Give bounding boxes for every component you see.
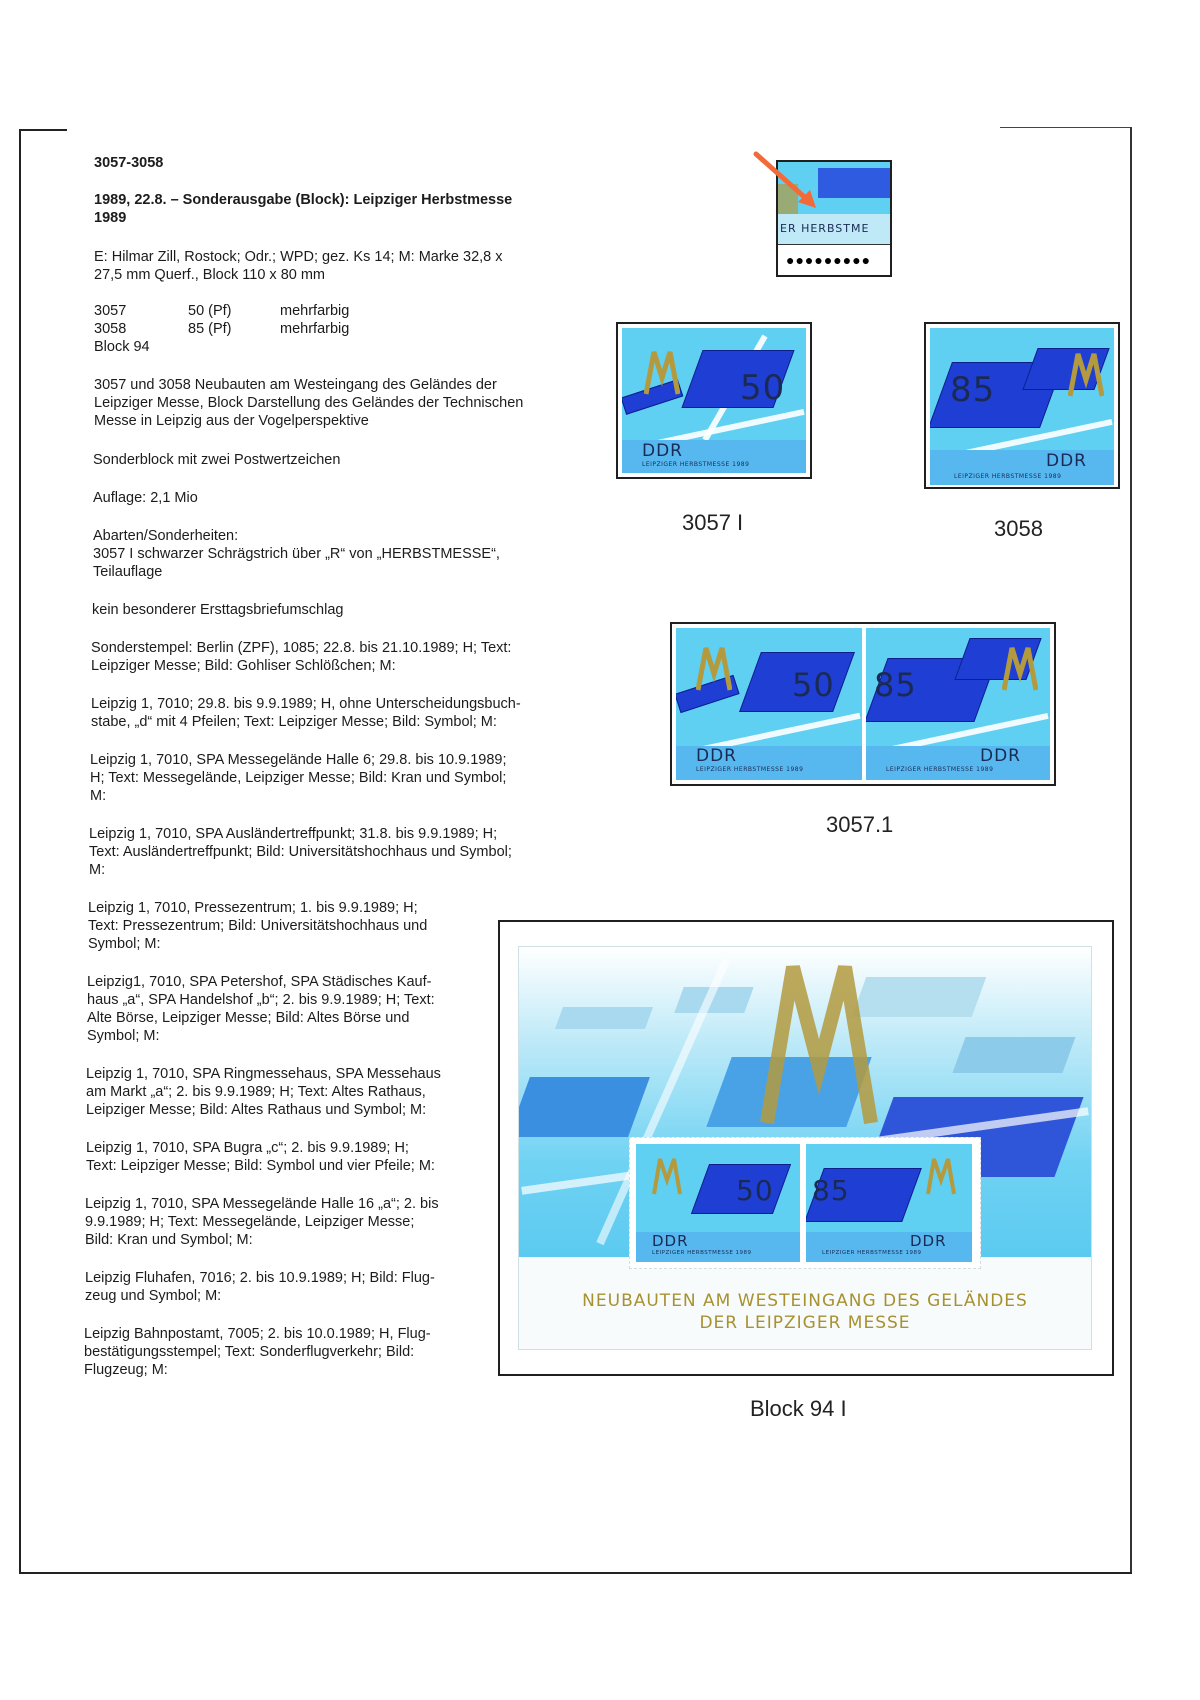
caption-3058: 3058 <box>994 516 1043 541</box>
stamp-fair-text: LEIPZIGER HERBSTMESSE 1989 <box>954 473 1062 480</box>
stempel-11-line3: Flugzeug; M: <box>84 1362 168 1378</box>
block-stamp-area <box>629 1137 981 1269</box>
stempel-7-line3: Leipziger Messe; Bild: Altes Rathaus und Symbol; M: <box>86 1102 427 1118</box>
stempel-3-line2: H; Text: Messegelände, Leipziger Messe; Bild: Kran und Symbol; <box>90 770 507 786</box>
block-sheet <box>518 946 1092 1350</box>
stempel-9-line1: Leipzig 1, 7010, SPA Messegelände Halle 16 „a“; 2. bis <box>85 1196 439 1212</box>
stempel-8-line1: Leipzig 1, 7010, SPA Bugra „c“; 2. bis 9.9.1989; H; <box>86 1140 409 1156</box>
leipzig-mm-symbol <box>652 1156 682 1196</box>
stempel-1-line1: Sonderstempel: Berlin (ZPF), 1085; 22.8. bis 21.10.1989; H; Text: <box>91 640 512 656</box>
auflage: Auflage: 2,1 Mio <box>93 490 198 506</box>
caption-pair: 3057.1 <box>826 812 894 837</box>
stempel-6-line1: Leipzig1, 7010, SPA Petershof, SPA Städisches Kauf- <box>87 974 432 990</box>
stempel-5-line3: Symbol; M: <box>88 936 161 952</box>
detail-divider <box>778 244 890 245</box>
stamp-value: 50 <box>792 666 835 704</box>
stempel-3-line3: M: <box>90 788 107 804</box>
stempel-9-line2: 9.9.1989; H; Text: Messegelände, Leipziger Messe; <box>85 1214 415 1230</box>
page-frame-bottom <box>19 1572 1132 1574</box>
issue-code: 3058 <box>94 321 127 337</box>
sonderblock-note: Sonderblock mit zwei Postwertzeichen <box>93 452 341 468</box>
issue-code: 3057 <box>94 303 127 319</box>
stamp-fair-text: LEIPZIGER HERBSTMESSE 1989 <box>652 1250 752 1256</box>
stamp-value: 85 <box>874 666 917 704</box>
ersttag-note: kein besonderer Ersttagsbriefumschlag <box>92 602 344 618</box>
scene-building <box>519 1077 650 1137</box>
designer-line1: E: Hilmar Zill, Rostock; Odr.; WPD; gez. Ks 14; M: Marke 32,8 x <box>94 249 503 265</box>
block-stamp-50 <box>636 1144 800 1262</box>
stamp-bottom-band <box>866 746 1050 780</box>
stamp-country: DDR <box>980 746 1021 766</box>
stamp-bottom-band <box>806 1232 972 1262</box>
abarten-line2: Teilauflage <box>93 564 163 580</box>
stempel-2-line2: stabe, „d“ mit 4 Pfeilen; Text: Leipziger Messe; Bild: Symbol; M: <box>91 714 497 730</box>
leipzig-mm-symbol <box>696 644 732 692</box>
page-frame-top-right <box>1000 127 1132 128</box>
description-line1: 3057 und 3058 Neubauten am Westeingang des Geländes der <box>94 377 497 393</box>
stamp-3058 <box>930 328 1114 485</box>
pair-stamp-50 <box>676 628 862 780</box>
stamp-fair-text: LEIPZIGER HERBSTMESSE 1989 <box>696 766 804 773</box>
description-line2: Leipziger Messe, Block Darstellung des Geländes der Technischen <box>94 395 524 411</box>
stempel-2-line1: Leipzig 1, 7010; 29.8. bis 9.9.1989; H, ohne Unterscheidungsbuch- <box>91 696 521 712</box>
abarten-heading: Abarten/Sonderheiten: <box>93 528 239 544</box>
pair-stamp-85 <box>866 628 1050 780</box>
block-94-frame <box>498 920 1114 1376</box>
leipzig-mm-symbol <box>644 348 680 396</box>
block-stamp-85 <box>806 1144 972 1262</box>
stempel-11-line1: Leipzig Bahnpostamt, 7005; 2. bis 10.0.1989; H, Flug- <box>84 1326 431 1342</box>
stamp-pair-frame <box>670 622 1056 786</box>
stamp-fair-text: LEIPZIGER HERBSTMESSE 1989 <box>822 1250 922 1256</box>
issue-row-3057 <box>94 302 494 321</box>
caption-3057-I: 3057 I <box>682 510 744 535</box>
caption-block: Block 94 I <box>750 1396 847 1421</box>
stamp-country: DDR <box>696 746 737 766</box>
stamp-fair-text: LEIPZIGER HERBSTMESSE 1989 <box>642 461 750 468</box>
issue-value: 50 (Pf) <box>188 303 232 319</box>
detail-building <box>818 168 890 198</box>
stamp-country: DDR <box>642 441 683 461</box>
block-mm-symbol <box>759 957 879 1127</box>
detail-perforation: ●●●●●●●●● <box>786 252 872 268</box>
stamp-fair-text: LEIPZIGER HERBSTMESSE 1989 <box>886 766 994 773</box>
stamp-value: 85 <box>812 1174 850 1207</box>
issue-code: Block 94 <box>94 339 150 355</box>
stamp-3057-I <box>622 328 806 473</box>
leipzig-mm-symbol <box>1002 644 1038 692</box>
stamp-value: 50 <box>736 1174 774 1207</box>
stempel-5-line1: Leipzig 1, 7010, Pressezentrum; 1. bis 9.9.1989; H; <box>88 900 418 916</box>
issue-value: 85 (Pf) <box>188 321 232 337</box>
stempel-7-line1: Leipzig 1, 7010, SPA Ringmessehaus, SPA Messehaus <box>86 1066 441 1082</box>
page-frame-top-left <box>19 129 67 131</box>
issue-row-block <box>94 338 494 357</box>
page-frame-left <box>19 129 21 1574</box>
stempel-6-line4: Symbol; M: <box>87 1028 160 1044</box>
stamp-country: DDR <box>910 1232 947 1250</box>
leipzig-mm-symbol <box>926 1156 956 1196</box>
block-inscription-line1: NEUBAUTEN AM WESTEINGANG DES GELÄNDES <box>582 1291 1028 1311</box>
stempel-4-line1: Leipzig 1, 7010, SPA Ausländertreffpunkt; 31.8. bis 9.9.1989; H; <box>89 826 498 842</box>
issue-color: mehrfarbig <box>280 321 350 337</box>
issue-title-line1: 1989, 22.8. – Sonderausgabe (Block): Leipziger Herbstmesse <box>94 192 513 208</box>
stamp-value: 85 <box>950 370 996 410</box>
issue-title-line2: 1989 <box>94 210 127 226</box>
stempel-7-line2: am Markt „a“; 2. bis 9.9.1989; H; Text: Altes Rathaus, <box>86 1084 426 1100</box>
stamp-3057-I-frame <box>616 322 812 479</box>
page-frame-right <box>1130 127 1132 1574</box>
stempel-10-line2: zeug und Symbol; M: <box>85 1288 222 1304</box>
scene-building <box>555 1007 653 1029</box>
scene-building <box>952 1037 1075 1073</box>
detail-text: ER HERBSTME <box>780 222 870 235</box>
stamp-country: DDR <box>652 1232 689 1250</box>
stempel-4-line2: Text: Ausländertreffpunkt; Bild: Universitätshochhaus und Symbol; <box>89 844 512 860</box>
catalog-code: 3057-3058 <box>94 155 164 171</box>
stamp-3058-frame <box>924 322 1120 489</box>
stamp-country: DDR <box>1046 451 1087 471</box>
designer-line2: 27,5 mm Querf., Block 110 x 80 mm <box>94 267 326 283</box>
stempel-6-line3: Alte Börse, Leipziger Messe; Bild: Altes Börse und <box>87 1010 410 1026</box>
issue-row-3058 <box>94 320 494 339</box>
stamp-value: 50 <box>740 368 786 408</box>
issue-color: mehrfarbig <box>280 303 350 319</box>
stempel-8-line2: Text: Leipziger Messe; Bild: Symbol und vier Pfeile; M: <box>86 1158 435 1174</box>
block-inscription-line2: DER LEIPZIGER MESSE <box>699 1313 911 1333</box>
leipzig-mm-symbol <box>1068 350 1104 398</box>
stempel-9-line3: Bild: Kran und Symbol; M: <box>85 1232 253 1248</box>
stempel-11-line2: bestätigungsstempel; Text: Sonderflugverkehr; Bild: <box>84 1344 415 1360</box>
stempel-10-line1: Leipzig Fluhafen, 7016; 2. bis 10.9.1989; H; Bild: Flug- <box>85 1270 435 1286</box>
stempel-6-line2: haus „a“, SPA Handelshof „b“; 2. bis 9.9.1989; H; Text: <box>87 992 435 1008</box>
arrow-icon <box>752 150 822 212</box>
detail-margin <box>778 214 890 244</box>
stempel-5-line2: Text: Pressezentrum; Bild: Universitätshochhaus und <box>88 918 428 934</box>
stempel-3-line1: Leipzig 1, 7010, SPA Messegelände Halle 6; 29.8. bis 10.9.1989; <box>90 752 507 768</box>
description-line3: Messe in Leipzig aus der Vogelperspektive <box>94 413 369 429</box>
stempel-1-line2: Leipziger Messe; Bild: Gohliser Schlößchen; M: <box>91 658 396 674</box>
abarten-line1: 3057 I schwarzer Schrägstrich über „R“ von „HERBSTMESSE“, <box>93 546 500 562</box>
stempel-4-line3: M: <box>89 862 106 878</box>
